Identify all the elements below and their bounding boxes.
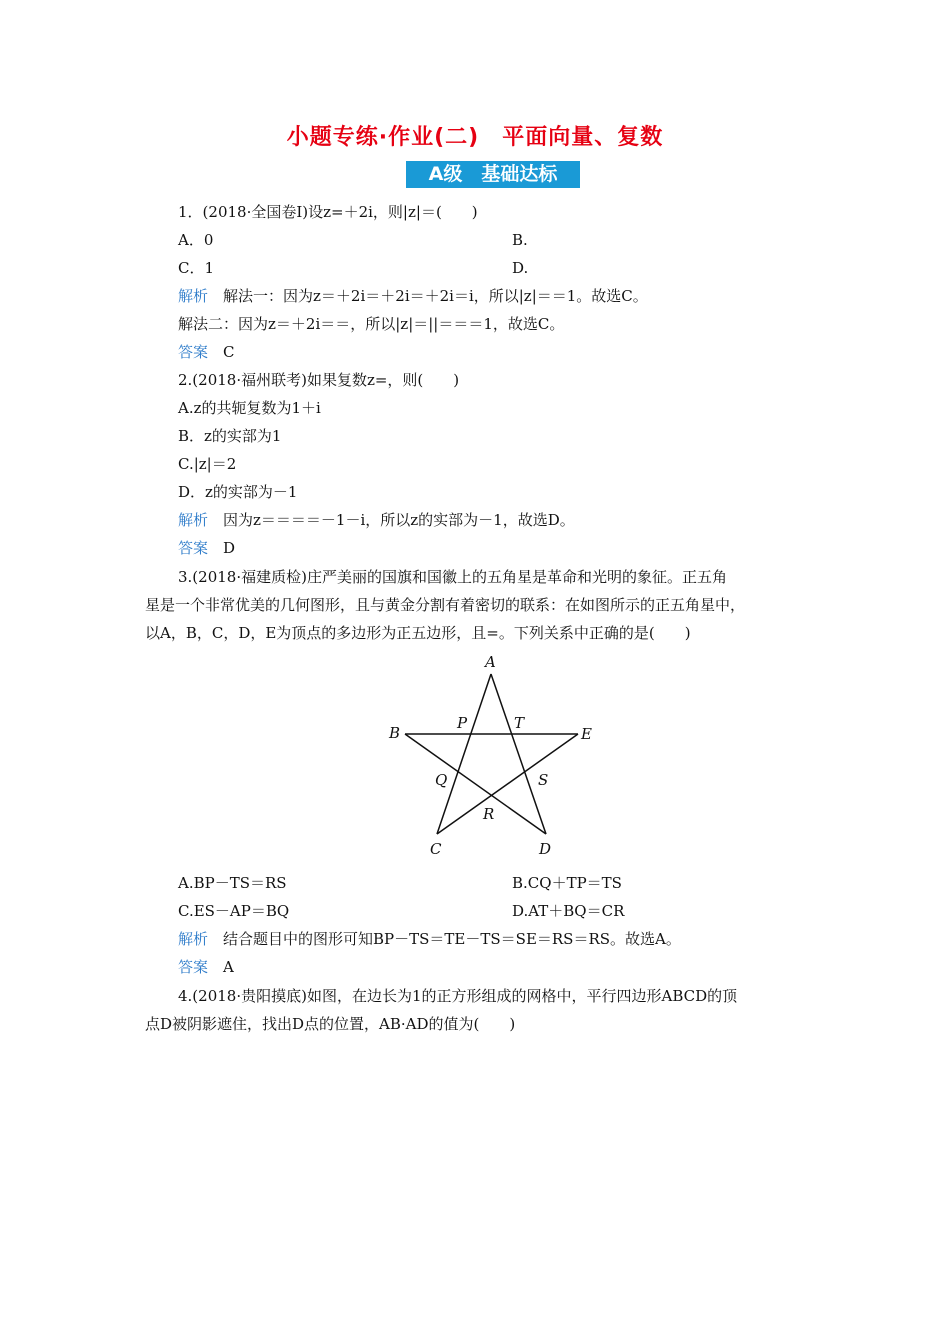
q1-stem: 1．(2018·全国卷Ⅰ)设z=＋2i，则|z|＝( ) [178,203,478,221]
label-a: A [485,653,496,671]
page-title: 小题专练·作业(二) 平面向量、复数 [286,125,664,150]
q1-analysis-2: 解法二：因为z＝＋2i＝＝，所以|z|＝||＝＝＝1，故选C。 [178,315,565,333]
label-t: T [514,714,525,732]
q1-option-d: D. [512,259,529,277]
q4-stem-line2: 点D被阴影遮住，找出D点的位置，AB·AD的值为( ) [145,1015,516,1033]
q2-analysis [178,509,575,531]
q4-stem-line1: 4.(2018·贵阳摸底)如图，在边长为1的正方形组成的网格中，平行四边形ABCD的顶 [178,987,738,1005]
q3-analysis-text: 结合题目中的图形可知BP－TS＝TE－TS＝SE＝RS＝RS。故选A。 [223,930,681,948]
q2-option-b: B．z的实部为1 [178,427,282,445]
q2-option-d: D．z的实部为－1 [178,483,298,501]
q1-option-c: C．1 [178,259,215,277]
q3-analysis [178,928,681,950]
answer-tag: 答案 [178,958,209,976]
q1-analysis-text: 解法一：因为z＝＋2i＝＋2i＝＋2i＝i，所以|z|＝＝1。故选C。 [223,287,648,305]
q1-option-b: B. [512,231,528,249]
q3-answer [178,956,234,978]
label-s: S [538,771,549,789]
q3-stem-line2: 星是一个非常优美的几何图形，且与黄金分割有着密切的联系：在如图所示的正五角星中， [145,596,746,614]
q1-answer-value: C [223,343,235,361]
q2-option-c: C.|z|＝2 [178,455,237,473]
label-q: Q [435,771,448,789]
q3-option-a: A.BP－TS＝RS [178,874,287,892]
analysis-tag: 解析 [178,930,209,948]
label-r: R [483,805,495,823]
q3-option-b: B.CQ＋TP＝TS [512,874,622,892]
pentagram-figure [380,648,600,864]
label-d: D [539,840,552,858]
q2-answer [178,537,235,559]
q1-answer [178,341,235,363]
star-edge-bd [405,734,549,834]
q3-answer-value: A [223,958,234,976]
q2-answer-value: D [223,539,236,557]
label-b: B [389,724,401,742]
q2-analysis-text: 因为z＝＝＝＝－1－i，所以z的实部为－1，故选D。 [223,511,575,529]
q3-stem-line1: 3.(2018·福建质检)庄严美丽的国旗和国徽上的五角星是革命和光明的象征。正五角 [178,568,727,586]
label-c: C [430,840,442,858]
q1-analysis [178,285,648,307]
label-e: E [581,725,592,743]
star-edge-ce [437,734,578,834]
q3-stem-line3: 以A，B，C，D，E为顶点的多边形为正五边形，且=。下列关系中正确的是( ) [145,624,691,642]
answer-tag: 答案 [178,343,209,361]
analysis-tag: 解析 [178,287,209,305]
label-p: P [457,714,468,732]
analysis-tag: 解析 [178,511,209,529]
q2-option-a: A.z的共轭复数为1＋i [178,399,321,417]
q3-option-c: C.ES－AP＝BQ [178,902,290,920]
star-edge-da [491,674,549,834]
q1-option-a: A．0 [178,231,214,249]
q3-option-d: D.AT＋BQ＝CR [512,902,625,920]
q2-stem: 2.(2018·福州联考)如果复数z=，则( ) [178,371,460,389]
level-banner: A级 基础达标 [406,161,580,188]
answer-tag: 答案 [178,539,209,557]
